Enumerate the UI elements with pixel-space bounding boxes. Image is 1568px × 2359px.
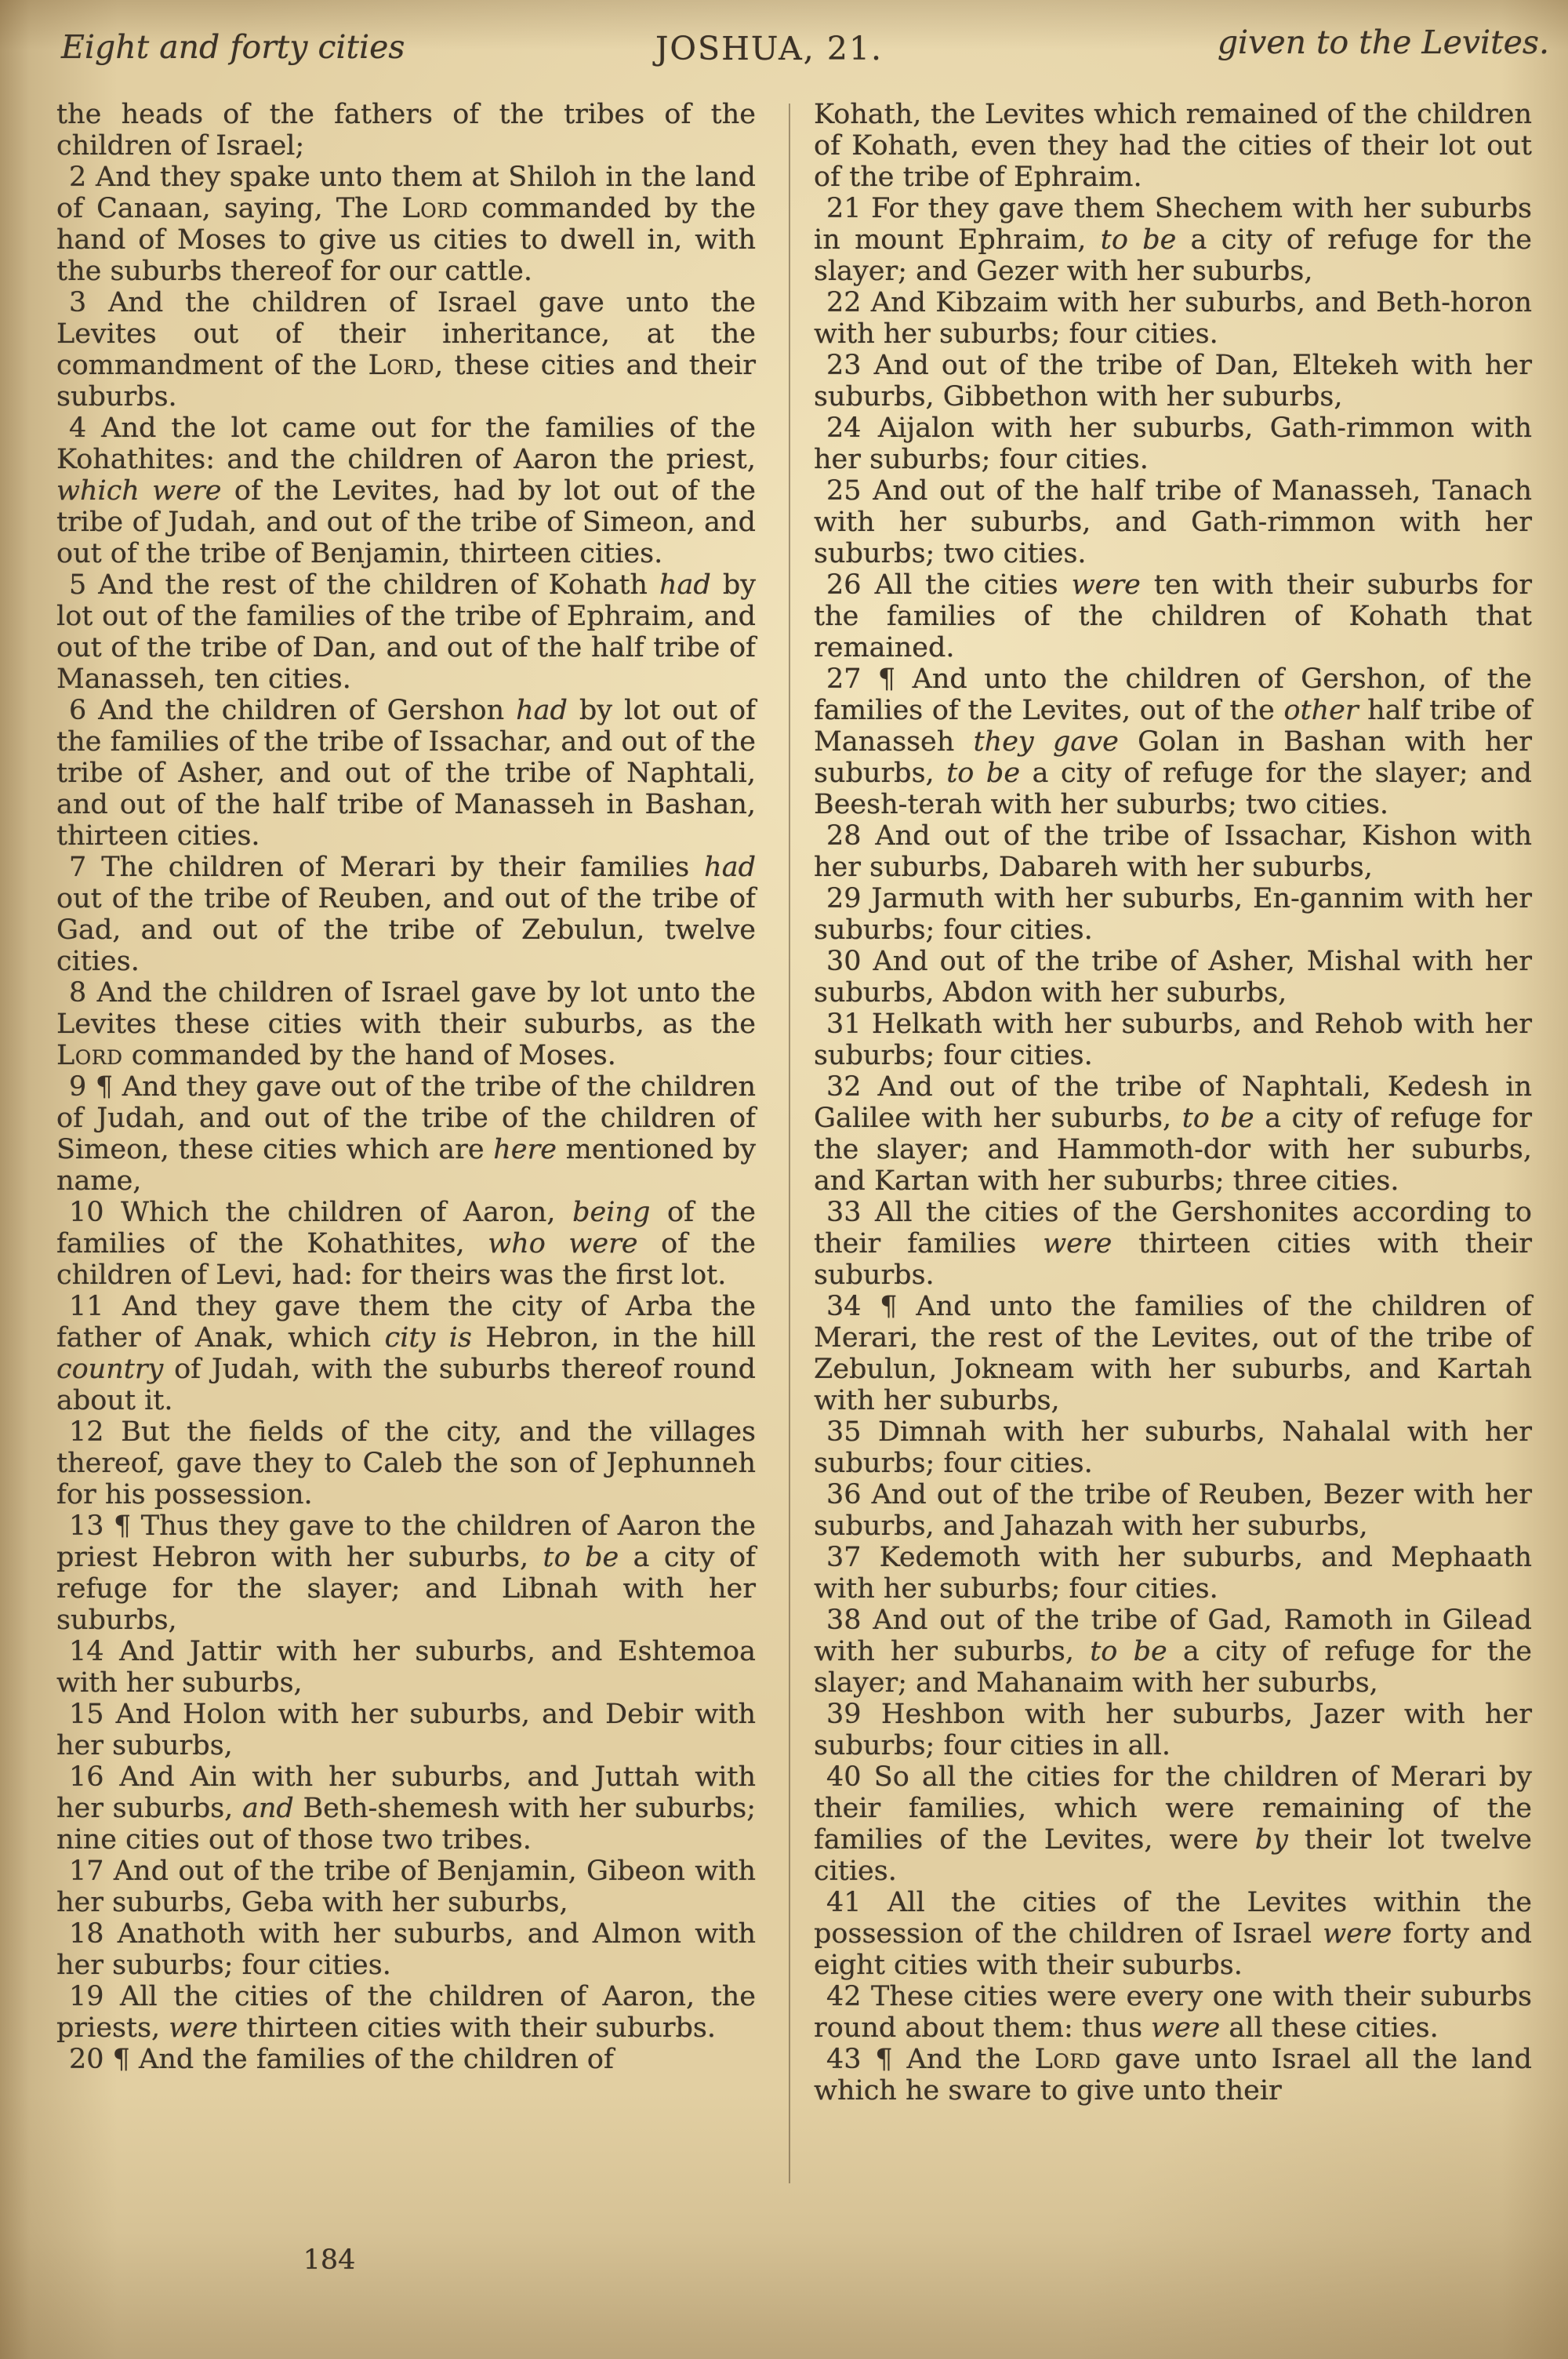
verse-33: 33 All the cities of the Gershonites according to their families were thirteen cities with their suburbs.: [814, 1197, 1532, 1291]
verse-25: 25 And out of the half tribe of Manasseh, Tanach with her suburbs, and Gath-rimmon with her suburbs; two cities.: [814, 475, 1532, 569]
page-number: 184: [303, 2245, 356, 2276]
verse-16: 16 And Ain with her suburbs, and Juttah with her suburbs, and Beth-shemesh with her suburbs; nine cities out of those two tribes.: [56, 1761, 756, 1856]
running-head-center: JOSHUA, 21.: [655, 30, 884, 67]
verse-40: 40 So all the cities for the children of Merari by their families, which were remaining of the families of the Levites, were by their lot twelve cities.: [814, 1761, 1532, 1887]
verse-12: 12 But the fields of the city, and the villages thereof, gave they to Caleb the son of Jephunneh for his possession.: [56, 1416, 756, 1510]
verse-31: 31 Helkath with her suburbs, and Rehob with her suburbs; four cities.: [814, 1009, 1532, 1071]
verse-15: 15 And Holon with her suburbs, and Debir with her suburbs,: [56, 1699, 756, 1761]
verse-27: 27 ¶ And unto the children of Gershon, of the families of the Levites, out of the other half tribe of Manasseh they gave Golan in Bashan with her suburbs, to be a city of refuge for the slayer; and Beesh-terah with her suburbs; two cities.: [814, 663, 1532, 820]
running-head-left: Eight and forty cities: [61, 28, 405, 66]
verse-43: 43 ¶ And the Lord gave unto Israel all the land which he sware to give unto their: [814, 2044, 1532, 2106]
verse-20: 20 ¶ And the families of the children of: [69, 2044, 614, 2075]
verse-29: 29 Jarmuth with her suburbs, En-gannim with her suburbs; four cities.: [814, 883, 1532, 946]
text-column-right: [814, 99, 1532, 2106]
verse-5: 5 And the rest of the children of Kohath had by lot out of the families of the tribe of Ephraim, and out of the tribe of Dan, and out of the half tribe of Manasseh, ten cities.: [56, 569, 757, 695]
verse-42: 42 These cities were every one with their suburbs round about them: thus were all these cities.: [814, 1981, 1532, 2044]
verse-21: 21 For they gave them Shechem with her suburbs in mount Ephraim, to be a city of refuge for the slayer; and Gezer with her suburbs,: [814, 193, 1532, 287]
verse-14: 14 And Jattir with her suburbs, and Eshtemoa with her suburbs,: [56, 1636, 756, 1699]
verse-11: 11 And they gave them the city of Arba the father of Anak, which city is Hebron, in the hill country of Judah, with the suburbs thereof round about it.: [56, 1291, 756, 1416]
text-column-left: [56, 99, 756, 2075]
verse-7: 7 The children of Merari by their families had out of the tribe of Reuben, and out of the tribe of Gad, and out of the tribe of Zebulun, twelve cities.: [56, 852, 756, 977]
verse-28: 28 And out of the tribe of Issachar, Kishon with her suburbs, Dabareh with her suburbs,: [814, 820, 1532, 883]
verse-19: 19 All the cities of the children of Aaron, the priests, were thirteen cities with their suburbs.: [56, 1981, 756, 2044]
verse-32: 32 And out of the tribe of Naphtali, Kedesh in Galilee with her suburbs, to be a city of refuge for the slayer; and Hammoth-dor with her suburbs, and Kartan with her suburbs; three cities.: [814, 1071, 1532, 1197]
verse-30: 30 And out of the tribe of Asher, Mishal with her suburbs, Abdon with her suburbs,: [814, 946, 1532, 1009]
verse-17: 17 And out of the tribe of Benjamin, Gibeon with her suburbs, Geba with her suburbs,: [56, 1856, 756, 1918]
verse-38: 38 And out of the tribe of Gad, Ramoth in Gilead with her suburbs, to be a city of refuge for the slayer; and Mahanaim with her suburbs,: [814, 1605, 1532, 1699]
verse-23: 23 And out of the tribe of Dan, Eltekeh with her suburbs, Gibbethon with her suburbs,: [814, 350, 1532, 413]
verse-8: 8 And the children of Israel gave by lot unto the Levites these cities with their suburbs, as the Lord commanded by the hand of Moses.: [56, 977, 756, 1071]
running-head-right: given to the Levites.: [1217, 24, 1549, 61]
verse-9: 9 ¶ And they gave out of the tribe of the children of Judah, and out of the tribe of the children of Simeon, these cities which are here mentioned by name,: [56, 1071, 756, 1197]
verse-34: 34 ¶ And unto the families of the children of Merari, the rest of the Levites, out of the tribe of Zebulun, Jokneam with her suburbs, and Kartah with her suburbs,: [814, 1291, 1532, 1416]
verse-41: 41 All the cities of the Levites within the possession of the children of Israel were forty and eight cities with their suburbs.: [814, 1887, 1532, 1981]
verse-37: 37 Kedemoth with her suburbs, and Mephaath with her suburbs; four cities.: [814, 1542, 1532, 1605]
verse-2: 2 And they spake unto them at Shiloh in the land of Canaan, saying, The Lord commanded by the hand of Moses to give us cities to dwell in, with the suburbs thereof for our cattle.: [56, 162, 756, 287]
verse-20-continuation: Kohath, the Levites which remained of the children of Kohath, even they had the cities of their lot out of the tribe of Ephraim.: [814, 99, 1532, 193]
verse-26: 26 All the cities were ten with their suburbs for the families of the children of Kohath that remained.: [814, 569, 1532, 663]
verse-24: 24 Aijalon with her suburbs, Gath-rimmon with her suburbs; four cities.: [814, 413, 1532, 475]
verse-36: 36 And out of the tribe of Reuben, Bezer with her suburbs, and Jahazah with her suburbs,: [814, 1479, 1532, 1542]
verse-4: 4 And the lot came out for the families of the Kohathites: and the children of Aaron the priest, which were of the Levites, had by lot out of the tribe of Judah, and out of the tribe of Simeon, and out of the tribe of Benjamin, thirteen cities.: [56, 413, 757, 569]
verse-35: 35 Dimnah with her suburbs, Nahalal with her suburbs; four cities.: [814, 1416, 1532, 1479]
verse-6: 6 And the children of Gershon had by lot out of the families of the tribe of Issachar, and out of the tribe of Asher, and out of the tribe of Naphtali, and out of the half tribe of Manasseh in Bashan, thirteen cities.: [56, 695, 757, 852]
verse-13: 13 ¶ Thus they gave to the children of Aaron the priest Hebron with her suburbs, to be a city of refuge for the slayer; and Libnah with her suburbs,: [56, 1510, 756, 1636]
verse-22: 22 And Kibzaim with her suburbs, and Beth-horon with her suburbs; four cities.: [814, 287, 1532, 350]
verse-18: 18 Anathoth with her suburbs, and Almon with her suburbs; four cities.: [56, 1918, 756, 1981]
verse-10: 10 Which the children of Aaron, being of the families of the Kohathites, who were of the children of Levi, had: for theirs was the first lot.: [56, 1197, 757, 1291]
verse-3: 3 And the children of Israel gave unto the Levites out of their inheritance, at the commandment of the Lord, these cities and their suburbs.: [56, 287, 756, 413]
column-divider: [789, 104, 790, 2183]
verse-1-continuation: the heads of the fathers of the tribes of the children of Israel;: [56, 99, 756, 162]
verse-39: 39 Heshbon with her suburbs, Jazer with her suburbs; four cities in all.: [814, 1699, 1532, 1761]
